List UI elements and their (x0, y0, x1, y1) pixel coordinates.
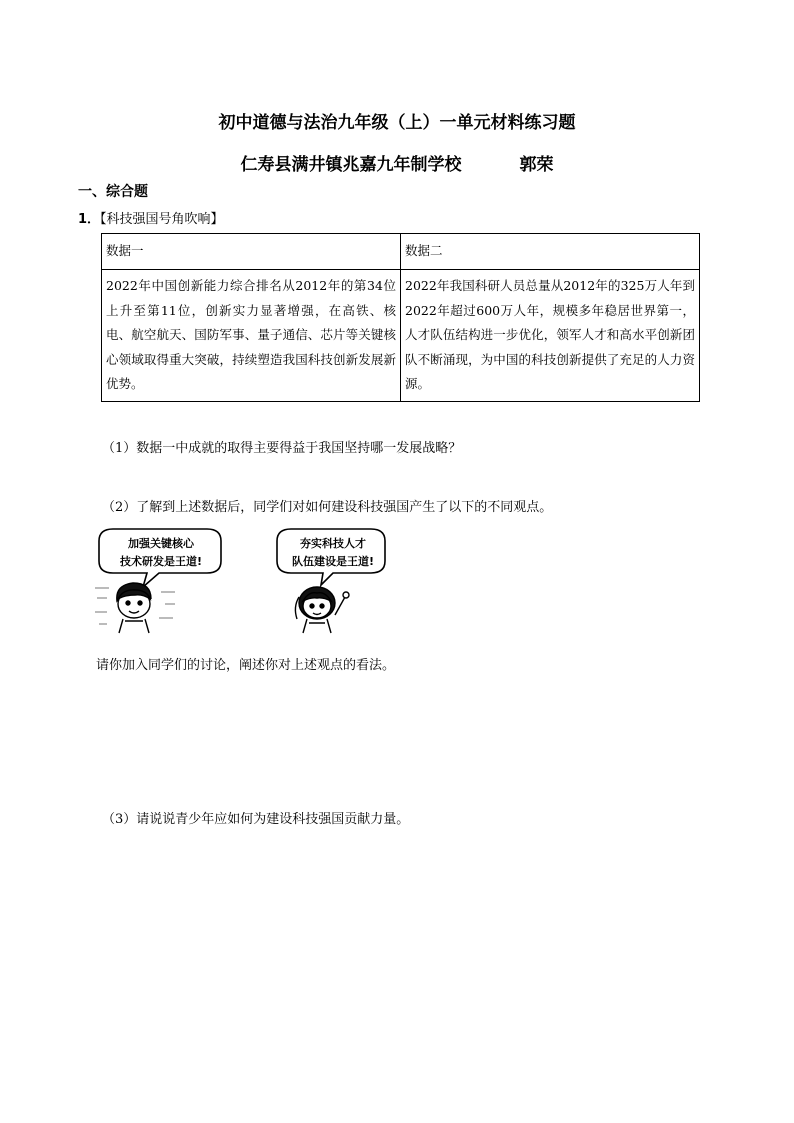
table-header-2: 数据二 (401, 234, 700, 270)
school-name: 仁寿县满井镇兆嘉九年制学校 (240, 155, 462, 175)
data-table (101, 233, 700, 402)
section-heading: 一、综合题 (78, 184, 148, 200)
sub-question-3: （3）请说说青少年应如何为建设科技强国贡献力量。 (102, 812, 410, 827)
document-title: 初中道德与法治九年级（上）一单元材料练习题 (218, 113, 576, 133)
question-number: 1． (78, 212, 101, 227)
sub-question-2: （2）了解到上述数据后，同学们对如何建设科技强国产生了以下的不同观点。 (102, 500, 553, 515)
girl-bubble-line-1: 夯实科技人才 (300, 537, 366, 550)
sub-question-1: （1）数据一中成就的取得主要得益于我国坚持哪一发展战略？ (102, 441, 462, 456)
question-heading (78, 208, 224, 227)
question-topic: 【科技强国号角吹响】 (100, 212, 224, 227)
discussion-prompt: 请你加入同学们的讨论，阐述你对上述观点的看法。 (96, 658, 396, 673)
table-row (102, 270, 700, 402)
table-header-row (102, 234, 700, 270)
girl-bubble-line-2: 队伍建设是王道! (291, 555, 375, 568)
table-cell-1: 2022年中国创新能力综合排名从2012年的第34位上升至第11位，创新实力显著增强，在高铁、核电、航空航天、国防军事、量子通信、芯片等关键核心领域取得重大突破，持续塑造我国科技创新发展新优势。 (102, 270, 401, 402)
table-cell-2: 2022年我国科研人员总量从2012年的325万人年到2022年超过600万人年，规模多年稳居世界第一，人才队伍结构进一步优化，领军人才和高水平创新团队不断涌现，为中国的科技创新提供了充足的人力资源。 (401, 270, 700, 402)
boy-bubble-line-1: 加强关键核心 (128, 537, 194, 550)
boy-cartoon-image (95, 527, 245, 635)
author-name: 郭荣 (519, 155, 554, 175)
boy-bubble-line-2: 技术研发是王道! (119, 555, 203, 568)
table-header-1: 数据一 (102, 234, 401, 270)
document-subtitle (0, 150, 794, 175)
girl-cartoon-image (273, 527, 391, 635)
